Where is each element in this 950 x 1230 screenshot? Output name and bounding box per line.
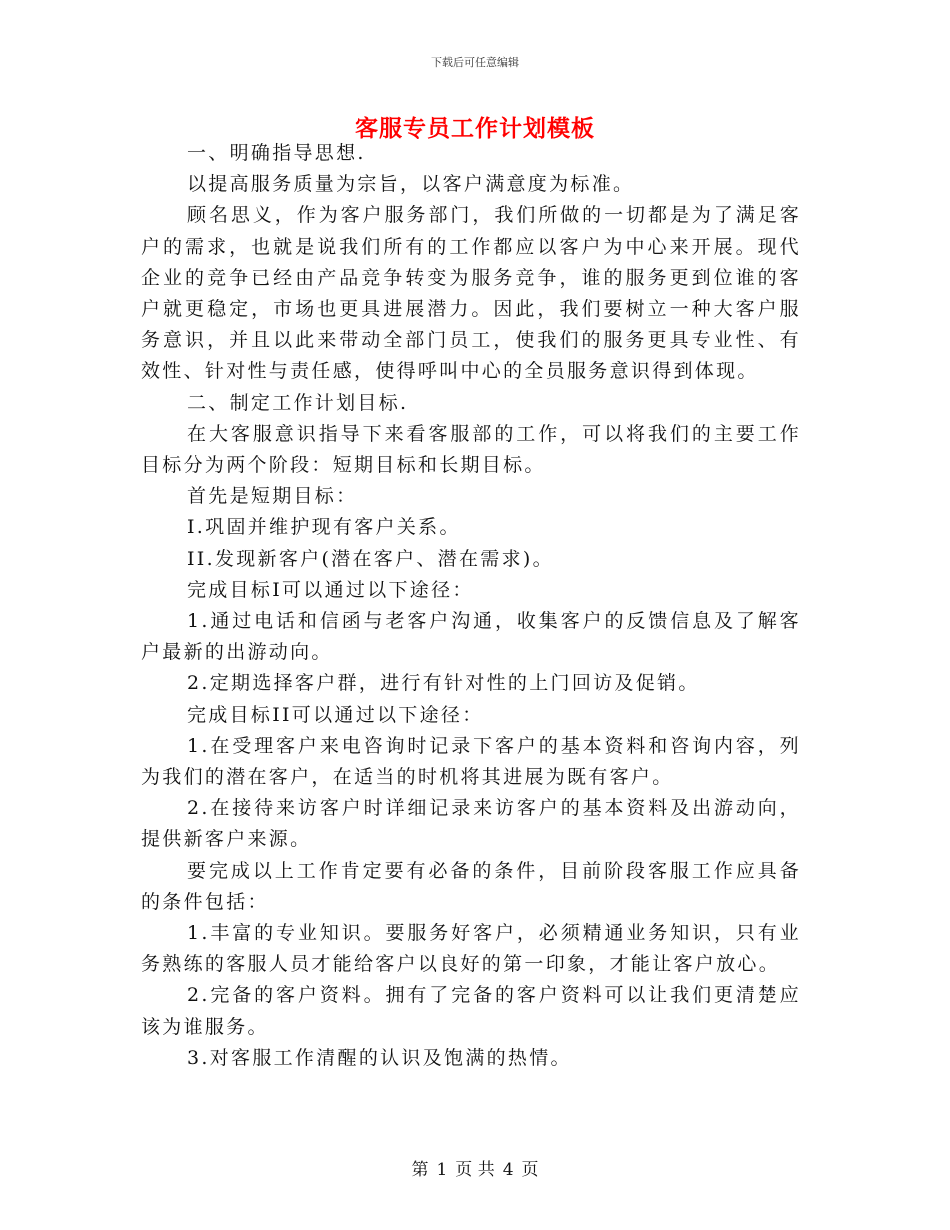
list-item-goal-2: II.发现新客户(潜在客户、潜在需求)。 [187,547,554,570]
page-middle: 页 共 [455,1160,495,1180]
page-suffix: 页 [521,1160,539,1180]
page-number: 1 [436,1160,448,1180]
header-note: 下载后可任意编辑 [431,56,519,69]
list-item-condition-3: 3.对客服工作清醒的认识及饱满的热情。 [187,1046,572,1069]
list-item-goal-2-step-2: 2.在接待来访客户时详细记录来访客户的基本资料及出游动向，提供新客户来源。 [141,797,801,851]
paragraph-goal-stages: 在大客服意识指导下来看客服部的工作，可以将我们的主要工作目标分为两个阶段：短期目标和长期目标。 [141,422,801,477]
section-heading-2: 二、制定工作计划目标. [187,391,409,414]
document-body [141,138,801,1074]
paragraph-goal-1-approach: 完成目标I可以通过以下途径： [187,578,474,601]
list-item-goal-1: I.巩固并维护现有客户关系。 [187,516,461,539]
page-prefix: 第 [411,1160,429,1180]
list-item-goal-1-step-2: 2.定期选择客户群，进行有针对性的上门回访及促销。 [187,672,700,695]
list-item-condition-2: 2.完备的客户资料。拥有了完备的客户资料可以让我们更清楚应该为谁服务。 [141,984,801,1038]
list-item-goal-2-step-1: 1.在受理客户来电咨询时记录下客户的基本资料和咨询内容，列为我们的潜在客户，在适当的时机将其进展为既有客户。 [141,734,801,789]
paragraph-conditions: 要完成以上工作肯定要有必备的条件，目前阶段客服工作应具备的条件包括： [141,859,801,913]
paragraph-goal-2-approach: 完成目标II可以通过以下途径： [187,703,484,726]
list-item-condition-1: 1.丰富的专业知识。要服务好客户，必须精通业务知识，只有业务熟练的客服人员才能给客户以良好的第一印象，才能让客户放心。 [141,922,801,976]
list-item-goal-1-step-1: 1.通过电话和信函与老客户沟通，收集客户的反馈信息及了解客户最新的出游动向。 [141,610,801,664]
total-pages: 4 [502,1160,514,1180]
section-heading-1: 一、明确指导思想. [187,142,366,164]
paragraph-service-awareness: 顾名思义，作为客户服务部门，我们所做的一切都是为了满足客户的需求，也就是说我们所有的工作都应以客户为中心来开展。现代企业的竞争已经由产品竞争转变为服务竞争，谁的服务更到位谁的客户就更稳定，市场也更具进展潜力。因此，我们要树立一种大客户服务意识，并且以此来带动全部门员工，使我们的服务更具专业性、有效性、针对性与责任感，使得呼叫中心的全员服务意识得到体现。 [141,204,801,383]
paragraph-short-term: 首先是短期目标： [187,485,358,508]
paragraph-purpose: 以提高服务质量为宗旨，以客户满意度为标准。 [187,173,635,196]
page-footer [0,1155,950,1180]
document-title: 客服专员工作计划模板 [355,115,595,142]
